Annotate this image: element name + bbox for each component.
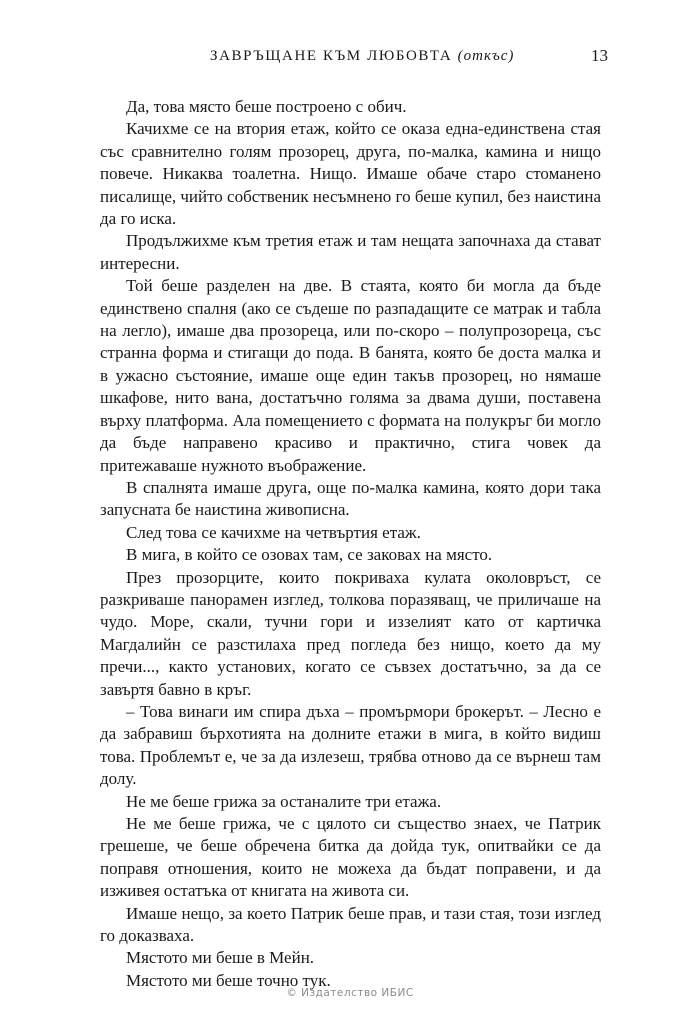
paragraph: Да, това място беше построено с обич. <box>126 97 407 116</box>
paragraph: Качихме се на втория етаж, който се оказа една-единствена стая със сравнително голям прозорец, друга, по-малка, камина и нищо повече. Никаква тоалетна. Нищо. Имаше обаче старо стоманено писалище, чийто собственик несъмнено го беше купил, без наистина да го иска. <box>100 119 602 229</box>
paragraph: Имаше нещо, за което Патрик беше прав, и тази стая, този изглед го доказваха. <box>100 903 601 946</box>
paragraph: Не ме беше грижа, че с цялото си същество знаех, че Патрик грешеше, че беше обречена битка да дойда тук, опитвайки се да поправя отношения, които не можеха да бъдат поправени, и да изживея остатъка от книгата на живота си. <box>100 814 601 901</box>
running-title-excerpt: (откъс) <box>457 48 515 64</box>
paragraph: След това се качихме на четвъртия етаж. <box>126 522 421 542</box>
publisher-footer: © Издателство ИБИС <box>286 987 414 999</box>
running-title <box>210 44 514 68</box>
paragraph: В мига, в който се озовах там, се заковах на място. <box>126 545 493 565</box>
running-head <box>210 44 608 68</box>
paragraph: В спалнята имаше друга, още по-малка камина, която дори така запусната бе наистина живописна. <box>100 477 601 520</box>
page-number: 13 <box>591 46 608 65</box>
paragraph: Мястото ми беше в Мейн. <box>126 948 315 968</box>
running-title-main: ЗАВРЪЩАНЕ КЪМ ЛЮБОВТА <box>210 48 453 64</box>
paragraph: Мястото ми беше точно тук. <box>126 970 331 990</box>
paragraph: Продължихме към третия етаж и там нещата започнаха да стават интересни. <box>100 231 601 273</box>
paragraph: През прозорците, които покриваха кулата околовръст, се разкриваше панорамен изглед, толкова поразяващ, че приличаше на чудо. Море, скали, тучни гори и иззелият като от картичка Магдалийн се разстилаха пред погледа без нищо, което да му пречи..., както установих, когато се съвзех достатъчно, за да се завъртя бавно в кръг. <box>100 567 601 699</box>
body-text <box>100 96 601 992</box>
paragraph: Той беше разделен на две. В стаята, която би могла да бъде единствено спалня (ако се съдеше по разпадащите се матрак и табла на легло), имаше два прозореца, или по-скоро – полупрозореца, със странна форма и стигащи до пода. В банята, която бе доста малка и в ужасно състояние, имаше още един такъв прозорец, но нямаше шкафове, нито вана, достатъчно голяма за двама души, поставена върху платформа. Ала помещението с формата на полукръг би могло да бъде направено красиво и практично, стига човек да притежаваше нужното въображение. <box>100 276 601 475</box>
paragraph: – Това винаги им спира дъха – промърмори брокерът. – Лесно е да забравиш бърхотията на долните етажи в мига, в който видиш това. Проблемът е, че за да излезеш, трябва отново да се върнеш там долу. <box>100 701 601 789</box>
paragraph: Не ме беше грижа за останалите три етажа. <box>126 791 442 811</box>
